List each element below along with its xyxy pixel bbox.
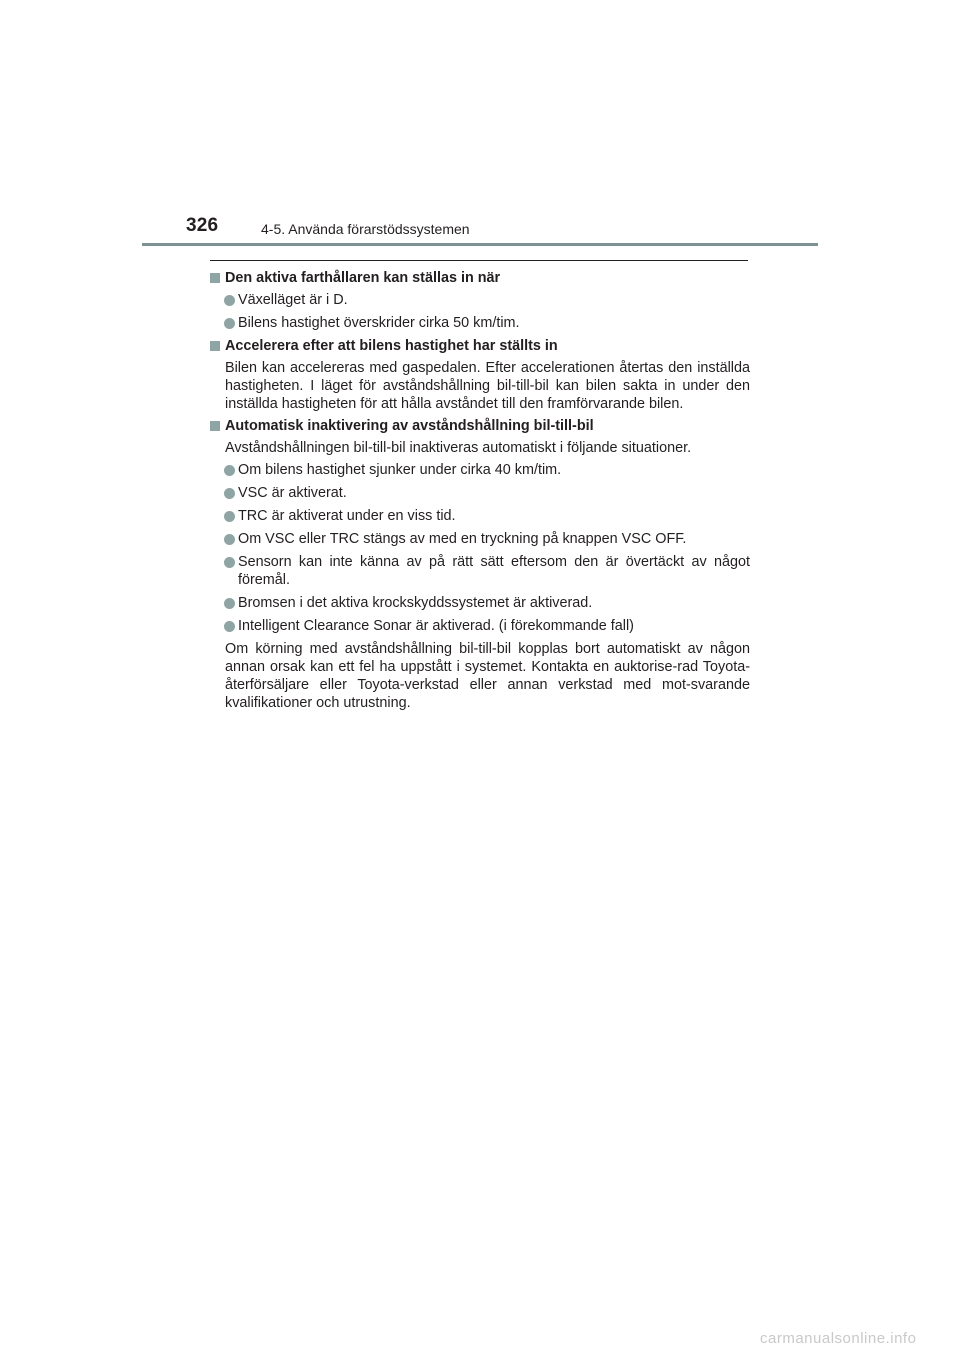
- section-title: 4-5. Använda förarstödssystemen: [261, 221, 470, 237]
- page-content: [210, 265, 750, 716]
- section-heading: [210, 337, 750, 355]
- square-bullet-icon: [210, 341, 220, 351]
- square-bullet-icon: [210, 273, 220, 283]
- square-bullet-icon: [210, 421, 220, 431]
- round-bullet-icon: [224, 318, 235, 329]
- round-bullet-icon: [224, 598, 235, 609]
- round-bullet-icon: [224, 534, 235, 545]
- section-heading: [210, 269, 750, 287]
- round-bullet-icon: [224, 621, 235, 632]
- outro-paragraph: Om körning med avståndshållning bil-till-bil kopplas bort automatiskt av någon annan orsak kan ett fel ha uppstått i systemet. Kontakta en auktorise-rad Toyota-återförsäljare eller Toyota-verkstad eller annan verkstad med mot-svarande kvalifikationer och utrustning.: [225, 641, 750, 711]
- content-divider: [210, 260, 748, 261]
- watermark: carmanualsonline.info: [760, 1330, 917, 1347]
- round-bullet-icon: [224, 465, 235, 476]
- heading-text: Automatisk inaktivering av avståndshållning bil-till-bil: [225, 418, 594, 434]
- list-item: [210, 484, 750, 502]
- round-bullet-icon: [224, 295, 235, 306]
- list-item: [210, 553, 750, 589]
- list-item: [210, 314, 750, 332]
- section-heading: [210, 417, 750, 435]
- list-item-text: Bilens hastighet överskrider cirka 50 km/tim.: [238, 315, 520, 331]
- intro-paragraph: Avståndshållningen bil-till-bil inaktiveras automatiskt i följande situationer.: [225, 440, 692, 456]
- list-item: [210, 617, 750, 635]
- list-item-text: Sensorn kan inte känna av på rätt sätt eftersom den är övertäckt av något föremål.: [238, 554, 750, 588]
- list-item-text: Intelligent Clearance Sonar är aktiverad. (i förekommande fall): [238, 618, 634, 634]
- list-item: [210, 507, 750, 525]
- list-item: [210, 530, 750, 548]
- list-item-text: Om bilens hastighet sjunker under cirka 40 km/tim.: [238, 462, 562, 478]
- heading-text: Den aktiva farthållaren kan ställas in när: [225, 270, 501, 286]
- round-bullet-icon: [224, 557, 235, 568]
- round-bullet-icon: [224, 511, 235, 522]
- header-divider: [142, 243, 818, 246]
- body-paragraph: Bilen kan accelereras med gaspedalen. Efter accelerationen återtas den inställda hastigheten. I läget för avståndshållning bil-till-bil kan bilen sakta in under den inställda hastigheten för att hålla avståndet till den framförvarande bilen.: [225, 360, 750, 412]
- page-number: 326: [186, 215, 219, 236]
- list-item-text: Om VSC eller TRC stängs av med en tryckning på knappen VSC OFF.: [238, 531, 687, 547]
- list-item-text: Bromsen i det aktiva krockskyddssystemet är aktiverad.: [238, 595, 593, 611]
- page-header: [0, 0, 960, 250]
- list-item: [210, 461, 750, 479]
- list-item-text: TRC är aktiverat under en viss tid.: [238, 508, 456, 524]
- list-item-text: VSC är aktiverat.: [238, 485, 347, 501]
- round-bullet-icon: [224, 488, 235, 499]
- heading-text: Accelerera efter att bilens hastighet har ställts in: [225, 338, 558, 354]
- list-item: [210, 291, 750, 309]
- list-item: [210, 594, 750, 612]
- list-item-text: Växelläget är i D.: [238, 292, 348, 308]
